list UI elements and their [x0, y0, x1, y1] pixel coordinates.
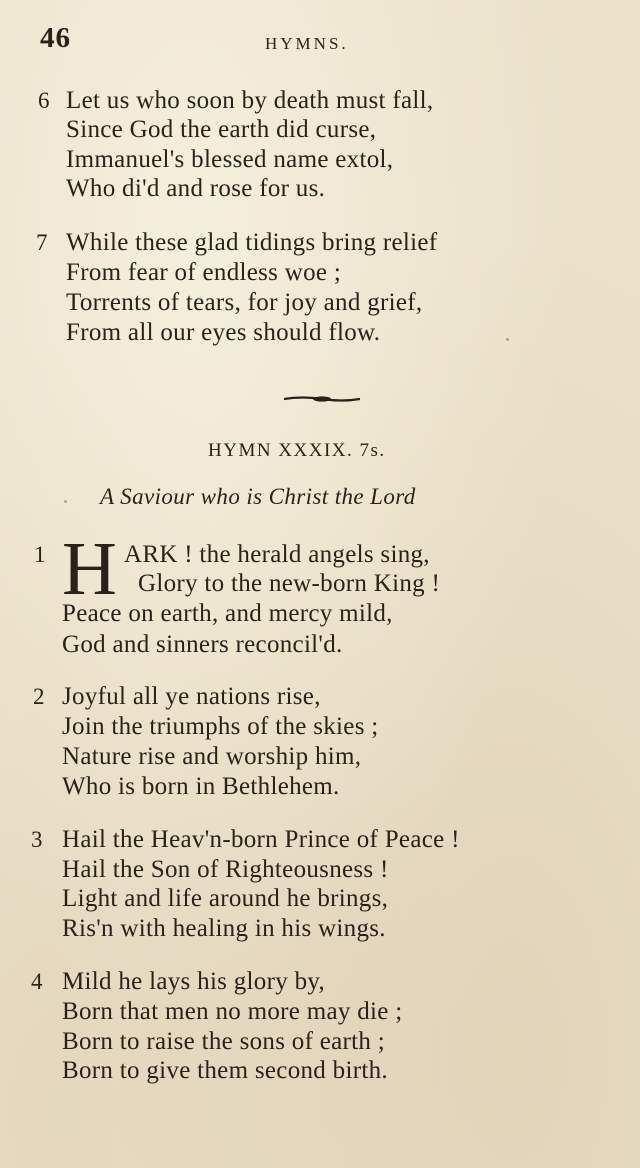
verse-line: Born to raise the sons of earth ;	[62, 1028, 386, 1055]
verse-line: Immanuel's blessed name extol,	[66, 146, 394, 173]
hymn-subtitle: A Saviour who is Christ the Lord	[100, 484, 416, 509]
hymn-title: HYMN XXXIX. 7s.	[208, 440, 386, 461]
verse-line: Join the triumphs of the skies ;	[62, 713, 379, 740]
verse-number: 1	[34, 542, 46, 567]
verse-line: Torrents of tears, for joy and grief,	[66, 289, 423, 316]
drop-cap: H	[62, 527, 117, 611]
verse-number: 2	[33, 684, 45, 709]
verse-line: Hail the Heav'n-born Prince of Peace !	[62, 826, 460, 853]
verse-line: Born that men no more may die ;	[62, 998, 403, 1025]
ornamental-divider	[282, 393, 362, 405]
verse-line: Hail the Son of Righteousness !	[62, 856, 389, 883]
verse-number: 7	[36, 230, 48, 255]
verse-number: 6	[38, 88, 50, 113]
verse-line: Who di'd and rose for us.	[66, 175, 326, 202]
verse-line: Who is born in Bethlehem.	[62, 773, 340, 800]
running-head: HYMNS.	[265, 34, 349, 53]
verse-line: ARK ! the herald angels sing,	[124, 541, 430, 568]
paper-speck	[506, 338, 509, 341]
verse-line: Since God the earth did curse,	[66, 116, 377, 143]
verse-line: Born to give them second birth.	[62, 1057, 388, 1084]
verse-line: While these glad tidings bring relief	[66, 229, 438, 256]
verse-line: Nature rise and worship him,	[62, 743, 362, 770]
verse-line: From all our eyes should flow.	[66, 319, 381, 346]
verse-line: Mild he lays his glory by,	[62, 968, 326, 995]
verse-line: Ris'n with healing in his wings.	[62, 915, 386, 942]
verse-line: Glory to the new-born King !	[138, 570, 441, 597]
verse-line: Light and life around he brings,	[62, 885, 389, 912]
verse-line: Peace on earth, and mercy mild,	[62, 600, 393, 627]
paper-speck	[64, 500, 67, 503]
verse-line: God and sinners reconcil'd.	[62, 631, 343, 658]
verse-number: 3	[31, 827, 43, 852]
verse-line: From fear of endless woe ;	[66, 259, 342, 286]
verse-line: Let us who soon by death must fall,	[66, 87, 434, 114]
page-number: 46	[40, 22, 71, 54]
verse-number: 4	[31, 969, 43, 994]
verse-line: Joyful all ye nations rise,	[62, 683, 321, 710]
